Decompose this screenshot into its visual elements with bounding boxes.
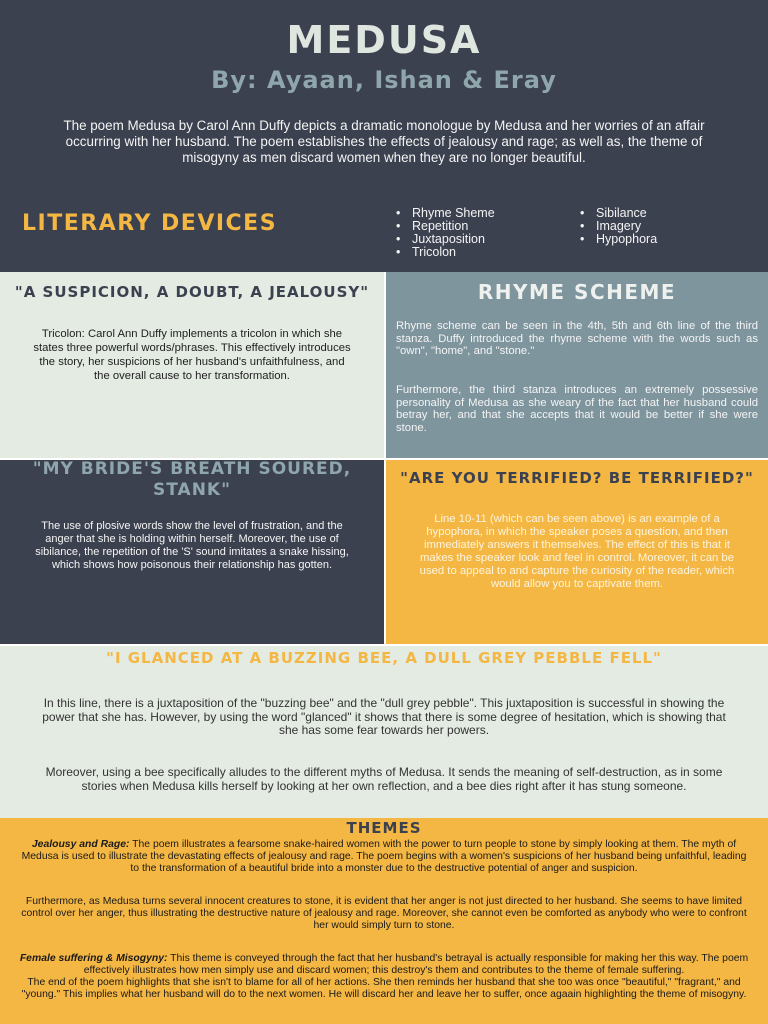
- terrified-section: [386, 460, 768, 644]
- bee-section: [0, 646, 768, 818]
- themes-text-1: The poem illustrates a fearsome snake-haired women with the power to turn people to stone by simply looking at them. The myth of Medusa is used to illustrate the devastating effects of jealousy and rage. The poem begins with a women's suspicions of her husband being unfaithful, leading to the transformation of a beautiful bride into a monster due to the destructive potential of anger and suspicion.: [21, 839, 747, 874]
- rhyme-scheme-paragraph-1: Rhyme scheme can be seen in the 4th, 5th and 6th line of the third stanza. Duffy introduced the rhyme scheme with the words such as "own", "home", and "stone.": [396, 320, 758, 357]
- bee-paragraph-2: Moreover, using a bee specifically alludes to the different myths of Medusa. It sends the meaning of self-destruction, as in some stories when Medusa kills herself by looking at her own reflection, and a bee dies right after it has stung someone.: [45, 765, 723, 793]
- device-item: • Hypophora: [580, 233, 657, 246]
- rhyme-scheme-section: [386, 272, 768, 458]
- themes-text-4: The end of the poem highlights that she isn't to blame for all of her actions. She then reminds her husband that she too was once "beautiful," "fragrant," and "young." This implies what her husband will do to the next women. He will discard her and leave her to suffer, once agaain highlighting the theme of misogyny.: [21, 976, 747, 1000]
- device-item: • Juxtaposition: [396, 233, 495, 246]
- themes-heading: THEMES: [346, 819, 422, 837]
- themes-paragraph-2: Furthermore, as Medusa turns several innocent creatures to stone, it is evident that her anger is not just directed to her husband. She seems to have limited control over her anger, thus illustrating the destructive nature of jealousy and rage. Moreover, she cannot even be comforted as anybody who were to confront her would simply turn to stone.: [21, 896, 747, 931]
- suspicion-section: [0, 272, 384, 458]
- intro-paragraph: The poem Medusa by Carol Ann Duffy depicts a dramatic monologue by Medusa and her worries of an affair occurring with her husband. The poem establishes the effects of jealousy and rage; as well as, the theme of misogyny as men discard women when they are no longer beautiful.: [63, 118, 705, 165]
- rhyme-scheme-heading: RHYME SCHEME: [477, 280, 677, 304]
- theme-lead-misogyny: Female suffering & Misogyny:: [19, 953, 168, 964]
- bee-heading: "I GLANCED AT A BUZZING BEE, A DULL GREY PEBBLE FELL": [106, 649, 662, 667]
- suspicion-heading: "A SUSPICION, A DOUBT, A JEALOUSY": [14, 283, 370, 301]
- themes-paragraph-1: [16, 839, 752, 875]
- bride-heading: "MY BRIDE'S BREATH SOURED, STANK": [32, 460, 352, 500]
- device-item: • Sibilance: [580, 207, 657, 220]
- suspicion-text: Tricolon: Carol Ann Duffy implements a tricolon in which she states three powerful words/phrases. This effectively introduces the story, her suspicions of her husband's unfaithfulness, and the overall cause to her transformation.: [33, 328, 351, 382]
- bee-paragraph-1: In this line, there is a juxtaposition of the "buzzing bee" and the "dull grey pebble". This juxtaposition is successful in showing the power that she has. However, by using the word "glanced" it shows that there is some degree of hesitation, which is showing that she has some fear towards her powers.: [42, 696, 726, 738]
- terrified-text: Line 10-11 (which can be seen above) is an example of a hypophora, in which the speaker poses a question, and then immediately answers it themselves. The effect of this is that it makes the speaker look and feel in control. Moreover, it can be used to appeal to and capture the curiosity of the reader, which would allow you to captivate them.: [419, 513, 735, 590]
- page-title: MEDUSA: [286, 18, 482, 62]
- literary-devices-heading: LITERARY DEVICES: [22, 211, 278, 236]
- bride-section: [0, 460, 384, 644]
- device-item: • Rhyme Sheme: [396, 207, 495, 220]
- device-item: • Repetition: [396, 220, 495, 233]
- devices-list-right: [580, 207, 657, 246]
- themes-paragraph-3: [16, 953, 752, 1001]
- themes-section: [0, 818, 768, 1024]
- theme-lead-jealousy: Jealousy and Rage:: [31, 839, 130, 850]
- bride-text: The use of plosive words show the level of frustration, and the anger that she is holding within herself. Moreover, the use of sibilance, the repetition of the 'S' sound imitates a snake hissing, which shows how poisonous their relationship has gotten.: [35, 520, 349, 571]
- terrified-heading: "ARE YOU TERRIFIED? BE TERRIFIED?": [400, 469, 754, 487]
- devices-list-left: [396, 207, 495, 259]
- rhyme-scheme-paragraph-2: Furthermore, the third stanza introduces an extremely possessive personality of Medusa as she weary of the fact that her husband could betray her, and that she accepts that it would be better if she were stone.: [396, 384, 758, 434]
- device-item: • Tricolon: [396, 246, 495, 259]
- themes-text-3: This theme is conveyed through the fact that her husband's betrayal is actually responsible for making her this way. The poem effectively illustrates how men simply use and discard women; this destroy's them and contributes to the theme of female suffering.: [83, 953, 749, 976]
- header-section: [0, 0, 768, 272]
- device-item: • Imagery: [580, 220, 657, 233]
- authors-byline: By: Ayaan, Ishan & Eray: [211, 66, 557, 94]
